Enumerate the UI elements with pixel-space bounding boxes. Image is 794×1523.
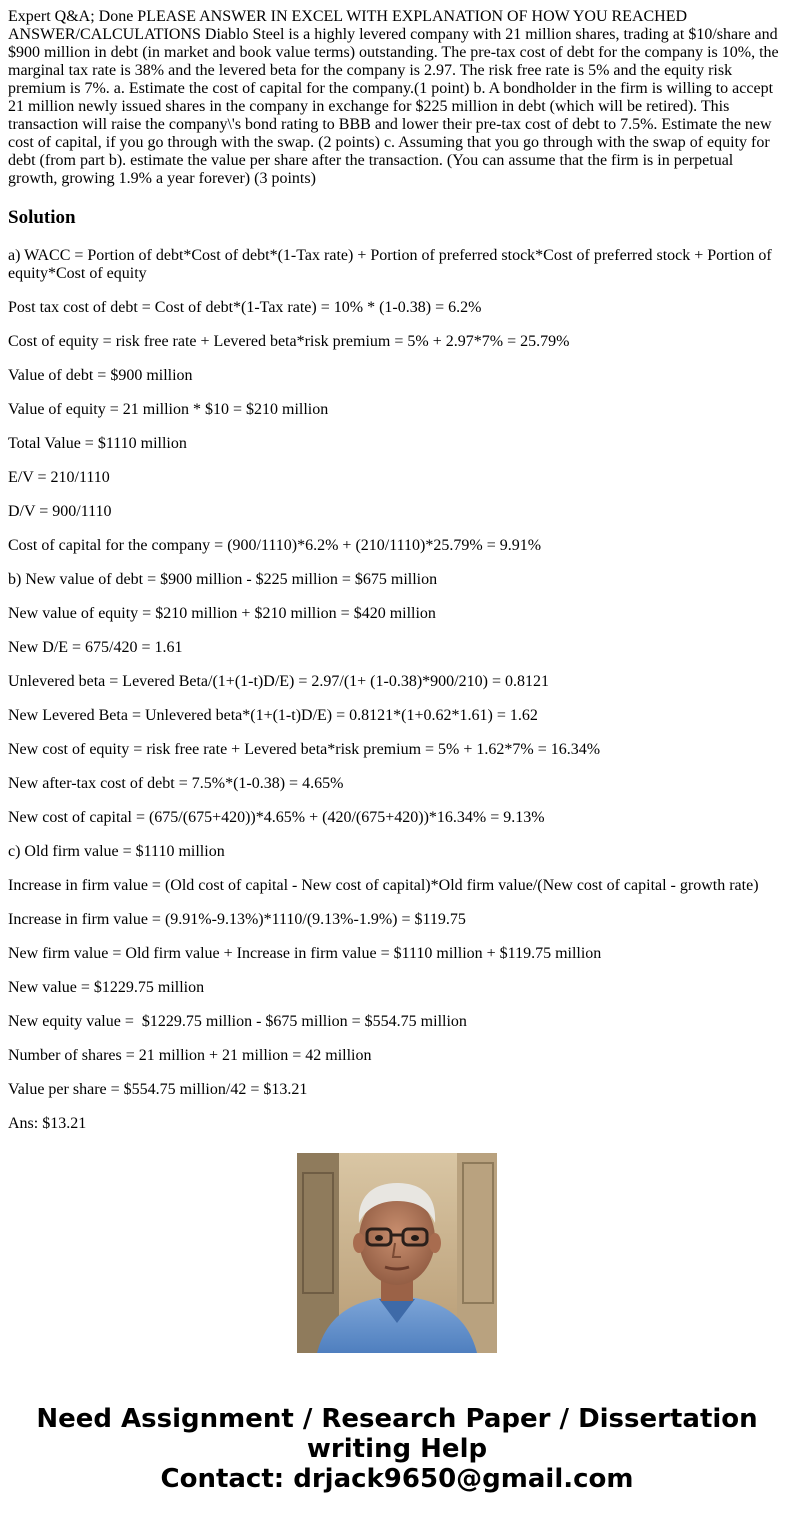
answer-line: Value of equity = 21 million * $10 = $210 million (8, 401, 329, 418)
answer-line: Ans: $13.21 (8, 1115, 87, 1132)
answer-line: c) Old firm value = $1110 million (8, 843, 225, 860)
answer-line: b) New value of debt = $900 million - $225 million = $675 million (8, 571, 438, 588)
author-avatar (297, 1153, 497, 1353)
answer-line: Cost of equity = risk free rate + Levered beta*risk premium = 5% + 2.97*7% = 25.79% (8, 333, 570, 350)
answer-line: New cost of capital = (675/(675+420))*4.65% + (420/(675+420))*16.34% = 9.13% (8, 809, 545, 826)
answer-line: New D/E = 675/420 = 1.61 (8, 639, 183, 656)
answer-line: New value = $1229.75 million (8, 979, 205, 996)
answer-line: Value per share = $554.75 million/42 = $13.21 (8, 1081, 308, 1098)
answer-line: a) WACC = Portion of debt*Cost of debt*(1-Tax rate) + Portion of preferred stock*Cost of preferred stock + Portion of equity*Cost of equity (8, 247, 776, 282)
answer-line: New firm value = Old firm value + Increase in firm value = $1110 million + $119.75 million (8, 945, 602, 962)
answer-line: New cost of equity = risk free rate + Levered beta*risk premium = 5% + 1.62*7% = 16.34% (8, 741, 601, 758)
answer-line: New Levered Beta = Unlevered beta*(1+(1-t)D/E) = 0.8121*(1+0.62*1.61) = 1.62 (8, 707, 538, 724)
promo-line-2: writing Help (306, 1434, 488, 1464)
answer-line: E/V = 210/1110 (8, 469, 110, 486)
answer-line: Total Value = $1110 million (8, 435, 187, 452)
answer-line: New equity value = $1229.75 million - $675 million = $554.75 million (8, 1013, 467, 1030)
answer-lines (8, 247, 786, 1149)
answer-line: Unlevered beta = Levered Beta/(1+(1-t)D/E) = 2.97/(1+ (1-0.38)*900/210) = 0.8121 (8, 673, 549, 690)
answer-line: Post tax cost of debt = Cost of debt*(1-Tax rate) = 10% * (1-0.38) = 6.2% (8, 299, 482, 316)
promo-line-1: Need Assignment / Research Paper / Dissertation (36, 1404, 758, 1434)
answer-line: Cost of capital for the company = (900/1110)*6.2% + (210/1110)*25.79% = 9.91% (8, 537, 542, 554)
answer-line: Number of shares = 21 million + 21 million = 42 million (8, 1047, 372, 1064)
answer-line: Increase in firm value = (Old cost of capital - New cost of capital)*Old firm value/(New cost of capital - growth rate) (8, 877, 759, 894)
author-portrait (297, 1153, 497, 1353)
answer-line: New value of equity = $210 million + $210 million = $420 million (8, 605, 436, 622)
answer-line: Increase in firm value = (9.91%-9.13%)*1110/(9.13%-1.9%) = $119.75 (8, 911, 466, 928)
answer-line: New after-tax cost of debt = 7.5%*(1-0.38) = 4.65% (8, 775, 344, 792)
promo-contact[interactable]: Contact: drjack9650@gmail.com (160, 1464, 634, 1494)
answer-panel[interactable] (0, 240, 794, 1132)
answer-line: D/V = 900/1110 (8, 503, 112, 520)
answer-line: Value of debt = $900 million (8, 367, 193, 384)
question-text: Expert Q&A; Done PLEASE ANSWER IN EXCEL WITH EXPLANATION OF HOW YOU REACHED ANSWER/CALCULATIONS Diablo Steel is a highly levered company with 21 million shares, trading at $10/share and $900 million in debt (in market and book value terms) outstanding. The pre-tax cost of debt for the company is 10%, the marginal tax rate is 38% and the levered beta for the company is 2.97. The risk free rate is 5% and the equity risk premium is 7%. a. Estimate the cost of capital for the company.(1 point) b. A bondholder in the firm is willing to accept 21 million newly issued shares in the company in exchange for $225 million in debt (which will be retired). This transaction will raise the company\'s bond rating to BBB and lower their pre-tax cost of debt to 7.5%. Estimate the new cost of capital, if you go through with the swap. (2 points) c. Assuming that you go through with the swap of equity for debt (from part b). estimate the value per share after the transaction. (You can assume that the firm is in perpetual growth, growing 1.9% a year forever) (3 points) (8, 8, 779, 187)
solution-heading: Solution (8, 207, 76, 228)
promo-banner (0, 1404, 794, 1494)
